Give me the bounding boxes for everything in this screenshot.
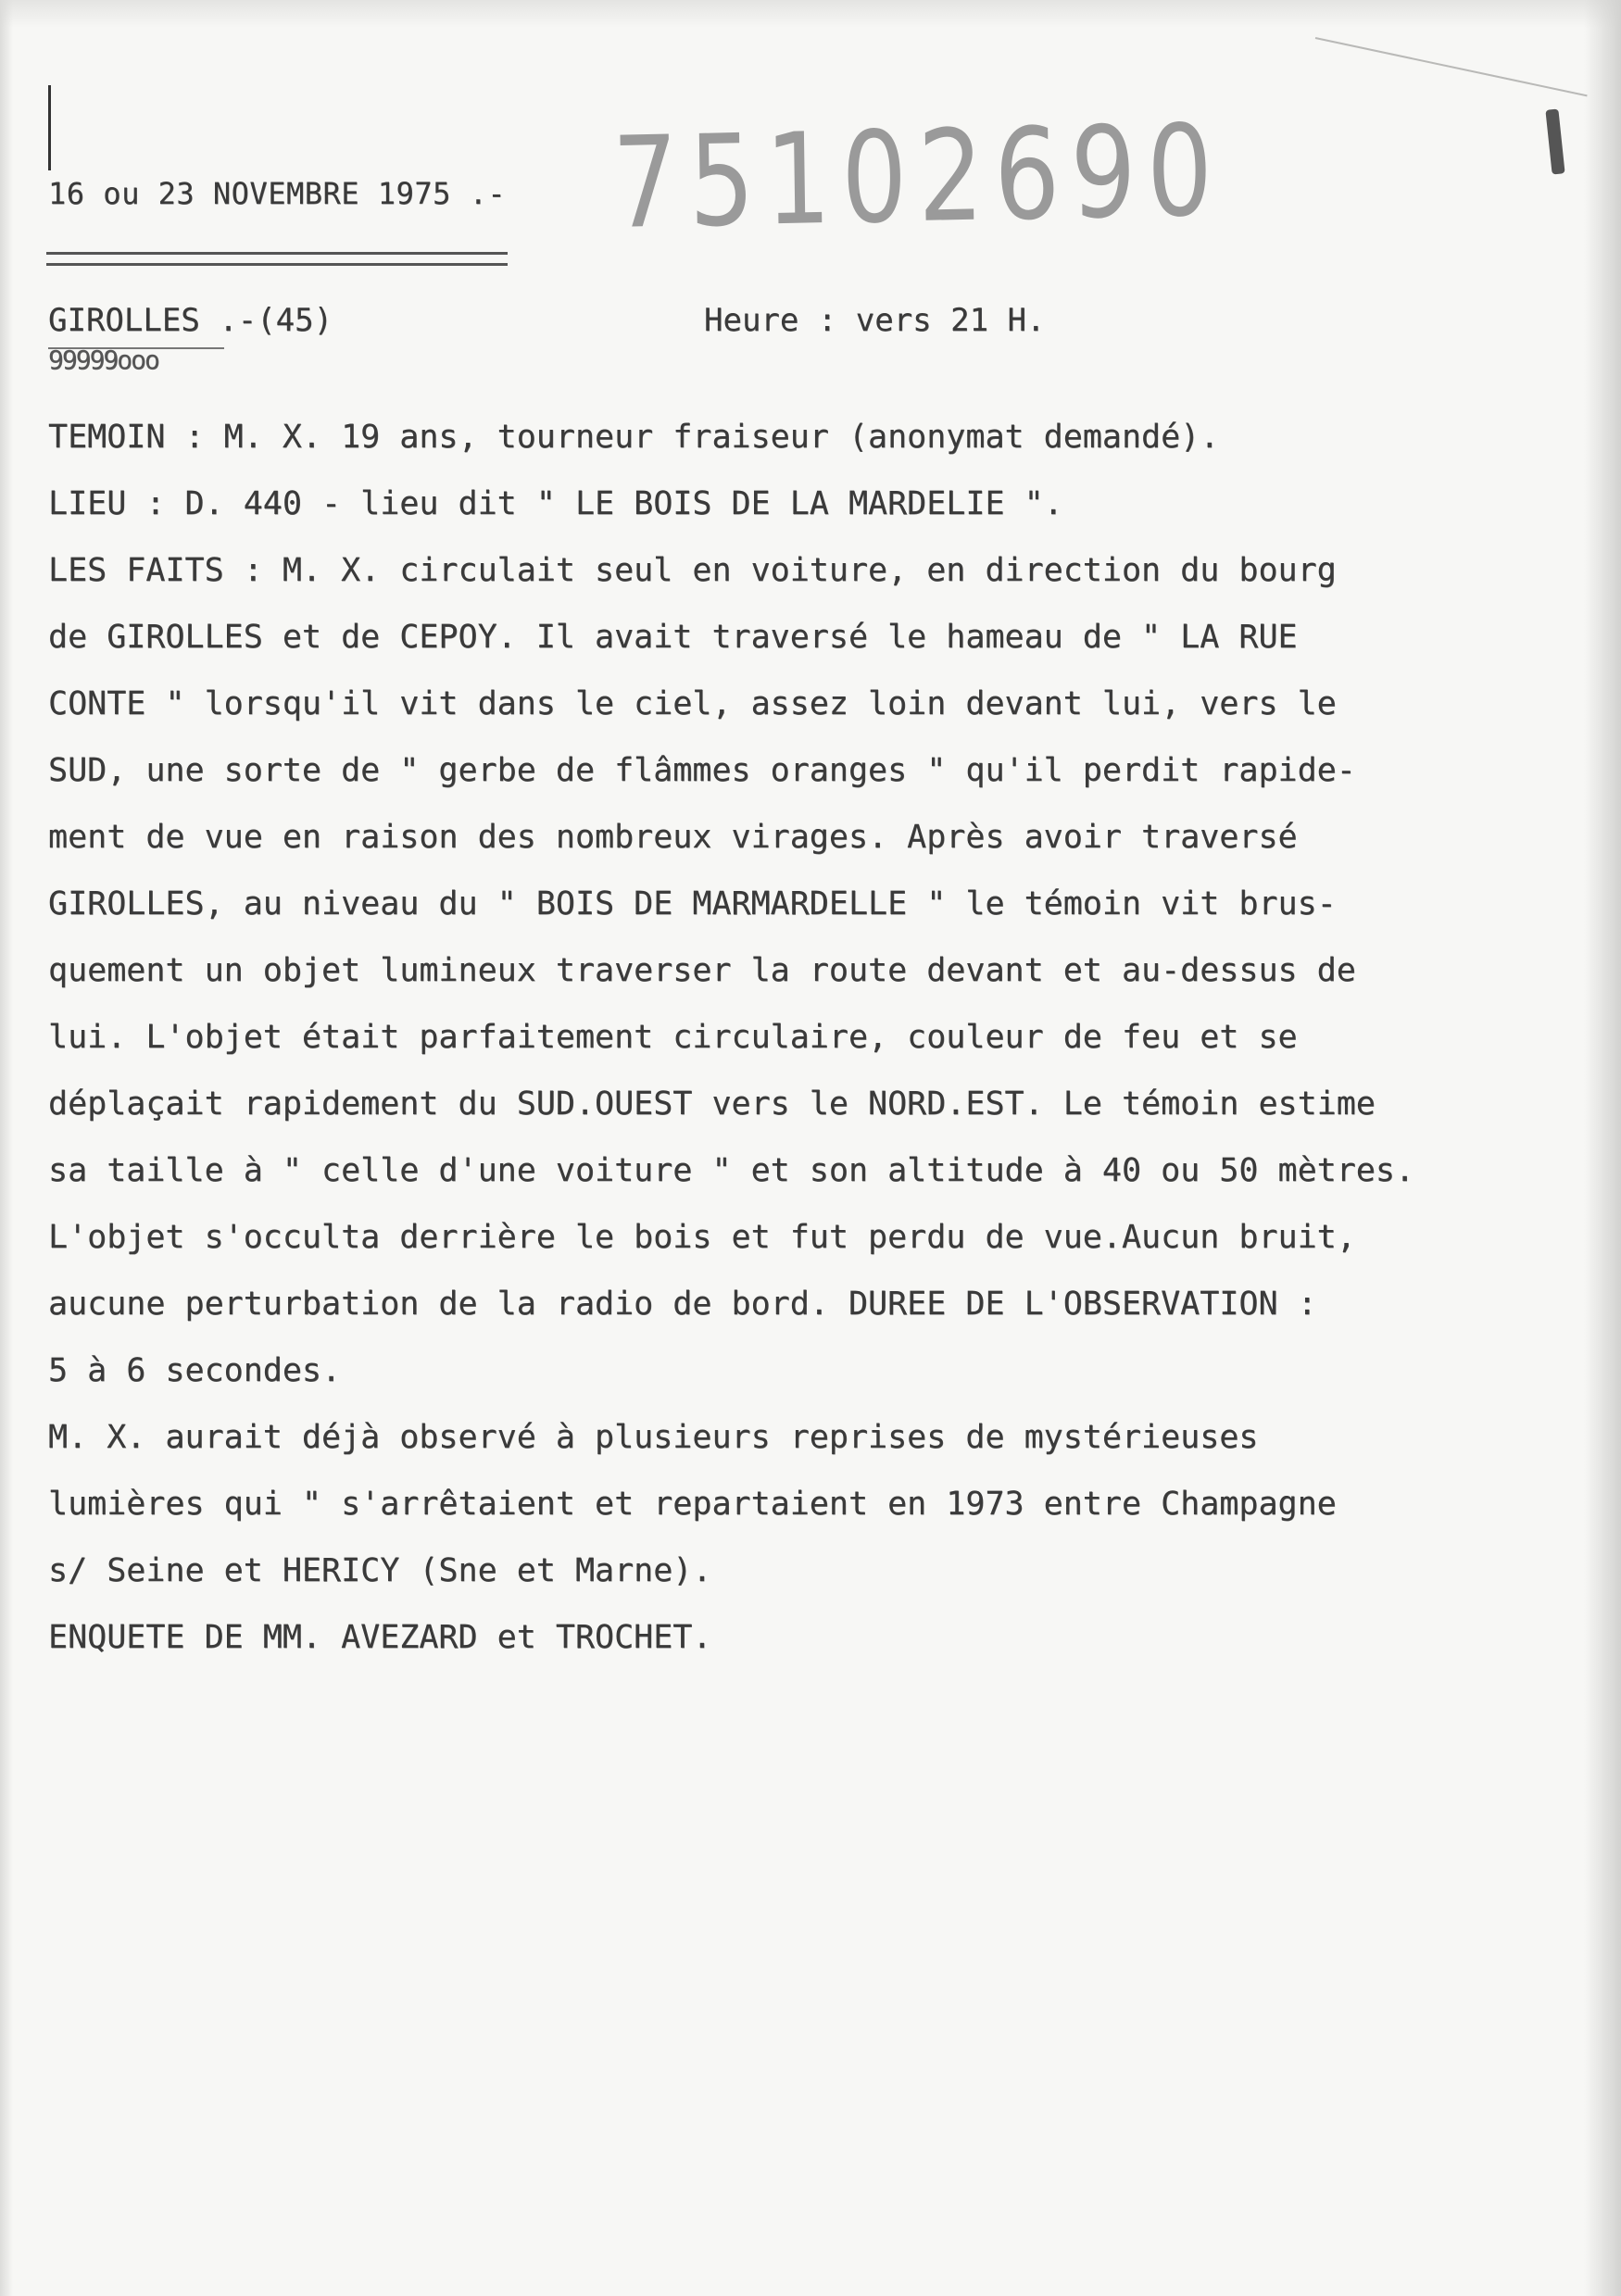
scan-edge-right — [1584, 0, 1621, 2296]
body-line: lumières qui " s'arrêtaient et repartaient en 1973 entre Champagne — [48, 1486, 1337, 1523]
margin-pen-mark — [48, 85, 51, 170]
body-line: sa taille à " celle d'une voiture " et son altitude à 40 ou 50 mètres. — [48, 1152, 1415, 1189]
staple-mark — [1545, 108, 1564, 174]
body-line: CONTE " lorsqu'il vit dans le ciel, assez loin devant lui, vers le — [48, 685, 1337, 722]
hour-line: Heure : vers 21 H. — [704, 302, 1046, 339]
body-line: ENQUETE DE MM. AVEZARD et TROCHET. — [48, 1619, 712, 1656]
scan-edge-top — [0, 0, 1621, 28]
body-line: s/ Seine et HERICY (Sne et Marne). — [48, 1552, 712, 1589]
body-line: de GIROLLES et de CEPOY. Il avait traversé le hameau de " LA RUE — [48, 619, 1298, 656]
body-line: GIROLLES, au niveau du " BOIS DE MARMARDELLE " le témoin vit brus- — [48, 885, 1337, 922]
header-double-rule — [46, 252, 508, 266]
body-line: déplaçait rapidement du SUD.OUEST vers le NORD.EST. Le témoin estime — [48, 1085, 1376, 1123]
place-heading: GIROLLES .-(45) — [48, 302, 333, 339]
body-line: lui. L'objet était parfaitement circulaire, couleur de feu et se — [48, 1019, 1298, 1056]
body-line: LES FAITS : M. X. circulait seul en voiture, en direction du bourg — [48, 552, 1337, 589]
date-line: 16 ou 23 NOVEMBRE 1975 .- — [48, 176, 507, 211]
scan-edge-left — [0, 0, 13, 2296]
body-line: L'objet s'occulta derrière le bois et fut perdu de vue.Aucun bruit, — [48, 1219, 1356, 1256]
body-line: SUD, une sorte de " gerbe de flâmmes oranges " qu'il perdit rapide- — [48, 752, 1356, 789]
body-line: LIEU : D. 440 - lieu dit " LE BOIS DE LA MARDELIE ". — [48, 485, 1063, 522]
place-underline-marks: 99999ooo — [48, 345, 158, 375]
reference-number: 75102690 — [611, 97, 1225, 257]
paper-fold-line — [1315, 37, 1588, 96]
body-line: quement un objet lumineux traverser la route devant et au-dessus de — [48, 952, 1356, 989]
body-line: 5 à 6 secondes. — [48, 1352, 342, 1389]
body-line: TEMOIN : M. X. 19 ans, tourneur fraiseur (anonymat demandé). — [48, 419, 1220, 456]
body-line: ment de vue en raison des nombreux virages. Après avoir traversé — [48, 819, 1298, 856]
body-line: M. X. aurait déjà observé à plusieurs reprises de mystérieuses — [48, 1419, 1259, 1456]
body-line: aucune perturbation de la radio de bord. DUREE DE L'OBSERVATION : — [48, 1286, 1317, 1323]
